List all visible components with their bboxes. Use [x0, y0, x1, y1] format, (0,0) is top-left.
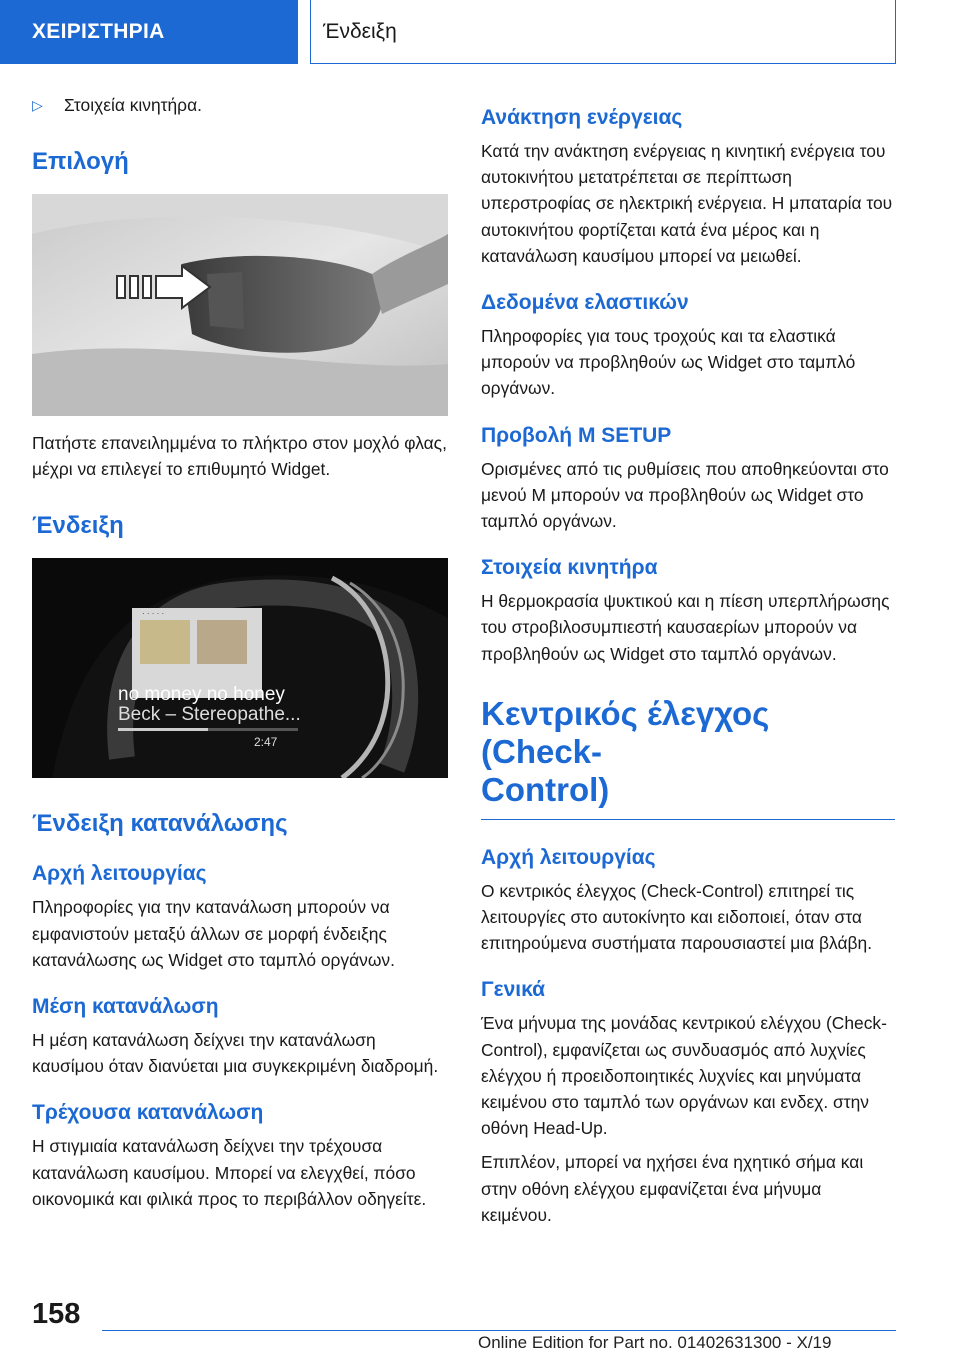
- page-number: 158: [32, 1298, 81, 1330]
- heading-msetup: Προβολή M SETUP: [481, 423, 672, 447]
- heading-recovery: Ανάκτηση ενέργειας: [481, 106, 683, 129]
- heading-engine: Στοιχεία κινητήρα: [481, 556, 658, 580]
- footer-edition: Online Edition for Part no. 01402631300 - X/19: [478, 1333, 832, 1352]
- principle-2-text: Ο κεντρικός έλεγχος (Check-Control) επιτηρεί τις λειτουργίες στο αυτοκίνητο και ειδοποιεί, όταν στα επιτηρούμενα συστήματα παρουσιαστεί μια βλάβη.: [481, 880, 873, 954]
- turn-signal-lever-image: [32, 194, 448, 416]
- current-text: Η στιγμιαία κατανάλωση δείχνει την τρέχουσα κατανάλωση καυσίμου. Μπορεί να ελεγχθεί, πόσο οικονομικά και φιλικά προς το περιβάλλον οδηγείτε.: [32, 1136, 427, 1209]
- tyres-text: Πληροφορίες για τους τροχούς και τα ελαστικά μπορούν να προβληθούν ως Widget στο ταμπλό οργάνων.: [481, 326, 856, 399]
- heading-check-control-line1: Κεντρικός έλεγχος (Check-: [481, 694, 770, 770]
- svg-text:· · · · ·: · · · · ·: [142, 609, 165, 619]
- bullet-item: [32, 92, 448, 118]
- heading-consumption: Ένδειξη κατανάλωσης: [32, 810, 288, 838]
- heading-average: Μέση κατανάλωση: [32, 995, 219, 1019]
- heading-check-control: [481, 695, 895, 809]
- triangle-bullet-icon: ▷: [32, 97, 43, 113]
- recovery-text: Κατά την ανάκτηση ενέργειας η κινητική ενέργεια του αυτοκινήτου μετατρέπεται σε περίπτωση υπερστροφίας σε ηλεκτρική ενέργεια. Η μπαταρία του αυτοκινήτου φορτίζεται κατά ένα μέρος και η κατανάλωση καυσίμου μπορεί να μειωθεί.: [481, 141, 893, 266]
- song-time: 2:47: [254, 735, 278, 750]
- heading-display: Ένδειξη: [32, 512, 124, 540]
- bullet-text: Στοιχεία κινητήρα.: [64, 95, 202, 115]
- heading-principle-2: Αρχή λειτουργίας: [481, 845, 656, 869]
- header-chapter-title: Ένδειξη: [310, 0, 896, 64]
- heading-tyres: Δεδομένα ελαστικών: [481, 291, 689, 315]
- heading-general: Γενικά: [481, 978, 546, 1002]
- heading-selection: Επιλογή: [32, 148, 129, 175]
- song-artist: Beck – Stereopathe...: [118, 704, 301, 726]
- right-column: [481, 106, 895, 1228]
- engine-text: Η θερμοκρασία ψυκτικού και η πίεση υπερπλήρωσης του στροβιλοσυμπιεστή καυσαερίων μπορούν να προβληθούν ως Widget στο ταμπλό οργάνων.: [481, 591, 890, 664]
- instrument-cluster-image: [32, 558, 448, 778]
- principle-text: Πληροφορίες για την κατανάλωση μπορούν να εμφανιστούν μεταξύ άλλων σε μορφή ένδειξης κατανάλωσης ως Widget στο ταμπλό οργάνων.: [32, 897, 395, 970]
- footer-rule: [102, 1330, 896, 1331]
- selection-text: Πατήστε επανειλημμένα το πλήκτρο στον μοχλό φλας, μέχρι να επιλεγεί το επιθυμητό Widget.: [32, 433, 447, 480]
- general-text-2: Επιπλέον, μπορεί να ηχήσει ένα ηχητικό σήμα και στην οθόνη ελέγχου εμφανίζεται ένα μήνυμα κειμένου.: [481, 1152, 864, 1225]
- msetup-text: Ορισμένες από τις ρυθμίσεις που αποθηκεύονται στο μενού M μπορούν να προβληθούν ως Widget στο ταμπλό οργάνων.: [481, 458, 889, 532]
- left-column: [32, 92, 448, 1212]
- heading-current: Τρέχουσα κατανάλωση: [32, 1101, 264, 1125]
- heading-check-control-line2: Control): [481, 770, 610, 808]
- general-text-1: Ένα μήνυμα της μονάδας κεντρικού ελέγχου (Check-Control), εμφανίζεται ως συνδυασμός από λυχνίες ελέγχου ή προειδοποιητικές λυχνίες και μηνύματα κειμένου στο ταμπλό των οργάνων και ενδεχ. στην οθόνη Head-Up.: [481, 1013, 887, 1139]
- section-divider: [481, 819, 895, 820]
- average-text: Η μέση κατανάλωση δείχνει την κατανάλωση καυσίμου όταν διανύεται μια συγκεκριμένη διαδρομή.: [32, 1030, 439, 1077]
- header-section-tab: ΧΕΙΡΙΣΤΗΡΙΑ: [0, 0, 298, 64]
- song-title: no money no honey: [118, 684, 285, 706]
- heading-principle: Αρχή λειτουργίας: [32, 862, 207, 886]
